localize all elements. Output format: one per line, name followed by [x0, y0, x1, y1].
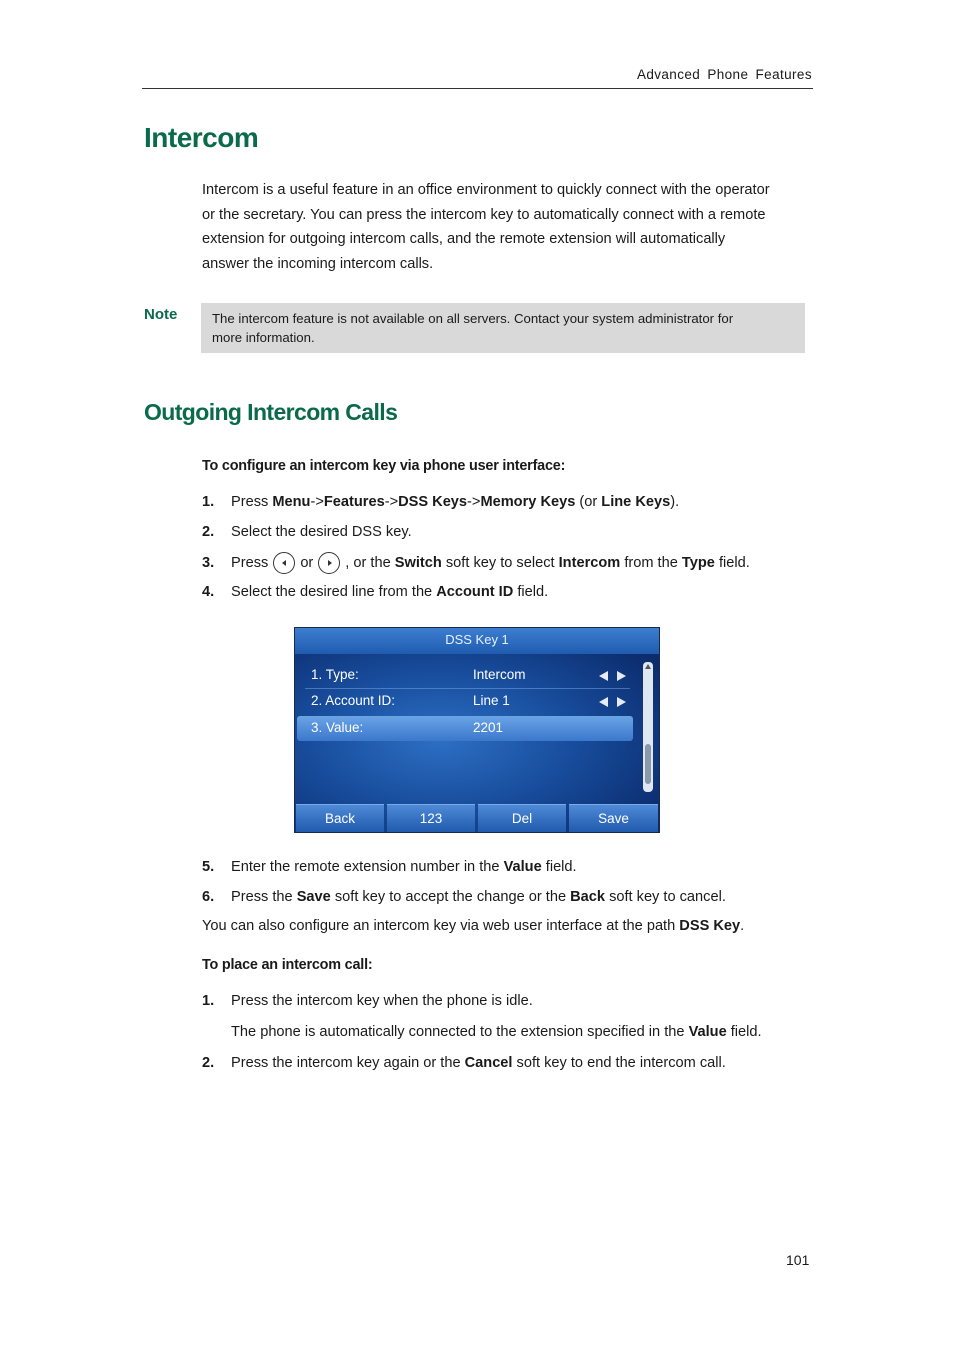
step-text: field. — [541, 859, 577, 875]
left-navigation-key-icon — [273, 552, 295, 574]
step-text: Press the intercom key when the phone is idle. — [231, 993, 533, 1009]
intercom-option-label: Intercom — [558, 554, 621, 571]
phone-row-value: 2201 — [473, 720, 504, 735]
step-number: 5. — [202, 859, 215, 875]
step-text: field. — [726, 1024, 762, 1040]
menu-path-memory-keys: Memory Keys — [480, 494, 576, 510]
step-text: field. — [714, 554, 750, 571]
step-text: or — [300, 554, 314, 571]
step-number: 1. — [202, 494, 215, 510]
value-field-label: Value — [688, 1024, 727, 1040]
step-text: soft key to accept the change or the — [330, 889, 571, 905]
phone-row-type[interactable] — [297, 663, 633, 688]
step-text: -> — [467, 494, 481, 510]
phone-row-value-selected[interactable] — [297, 716, 633, 741]
step-2 — [202, 524, 412, 540]
phone-screen-title: DSS Key 1 — [295, 628, 659, 654]
step-number: 1. — [202, 993, 215, 1009]
step-text: ). — [670, 494, 680, 510]
step-number: 6. — [202, 889, 215, 905]
step-text: The phone is automatically connected to the extension specified in the — [231, 1024, 689, 1040]
web-config-note — [202, 918, 744, 934]
place-call-heading: To place an intercom call: — [202, 957, 373, 973]
step-text: Press the intercom key again or the — [231, 1055, 465, 1071]
step-text: -> — [384, 494, 399, 510]
step-text: soft key to end the intercom call. — [512, 1055, 726, 1071]
step-text: (or — [575, 494, 602, 510]
phone-row-label: 3. Value: — [311, 720, 364, 735]
place-step-2 — [202, 1055, 726, 1071]
right-navigation-key-icon — [318, 552, 340, 574]
step-text: You can also configure an intercom key via web user interface at the path — [202, 918, 680, 934]
right-arrow-icon[interactable] — [617, 697, 626, 707]
step-6 — [202, 889, 726, 905]
intro-line: Intercom is a useful feature in an office environment to quickly connect with the operator — [202, 182, 770, 198]
step-text: soft key to select — [441, 554, 559, 571]
step-3 — [202, 552, 750, 574]
softkey-save[interactable]: Save — [569, 804, 658, 833]
intro-paragraph — [202, 178, 817, 277]
right-arrow-icon[interactable] — [617, 671, 626, 681]
place-step-1 — [202, 993, 533, 1009]
menu-path-features: Features — [323, 494, 385, 510]
step-text: Press the — [231, 889, 297, 905]
intro-line: answer the incoming intercom calls. — [202, 256, 434, 273]
menu-path-line-keys: Line Keys — [601, 494, 671, 510]
softkey-123[interactable]: 123 — [387, 804, 475, 833]
step-1 — [202, 494, 679, 510]
header-rule — [142, 88, 813, 89]
left-arrow-icon[interactable] — [599, 697, 608, 707]
page-number: 101 — [786, 1252, 810, 1268]
intro-line: or the secretary. You can press the intercom key to automatically connect with a remote — [202, 206, 766, 223]
scroll-up-icon[interactable] — [645, 664, 651, 669]
section-title: Outgoing Intercom Calls — [144, 399, 398, 425]
account-id-field-label: Account ID — [436, 584, 514, 600]
step-text: field. — [513, 584, 549, 600]
configure-heading: To configure an intercom key via phone user interface: — [202, 458, 566, 474]
value-field-label: Value — [503, 859, 542, 875]
note-box — [201, 303, 805, 353]
step-text: from the — [620, 554, 682, 571]
step-text: Press — [231, 554, 269, 571]
phone-row-label: 1. Type: — [311, 667, 359, 682]
step-4 — [202, 584, 548, 600]
running-header: Advanced Phone Features — [636, 67, 812, 82]
softkey-del[interactable]: Del — [478, 804, 566, 833]
step-text: soft key to cancel. — [605, 889, 726, 905]
step-text: Select the desired DSS key. — [231, 524, 412, 540]
cancel-key-label: Cancel — [464, 1055, 513, 1071]
phone-row-value: Intercom — [473, 667, 526, 682]
softkey-back[interactable]: Back — [296, 804, 384, 833]
back-key-label: Back — [570, 889, 606, 905]
note-line: The intercom feature is not available on all servers. Contact your system administrator for — [212, 311, 734, 326]
step-text: -> — [310, 494, 324, 510]
step-text: Press — [231, 494, 273, 510]
phone-screen — [294, 627, 660, 833]
page-title: Intercom — [144, 122, 259, 153]
step-number: 2. — [202, 1055, 215, 1071]
scroll-thumb[interactable] — [645, 744, 651, 784]
menu-path-menu: Menu — [272, 494, 311, 510]
note-label: Note — [144, 306, 178, 323]
intro-line: extension for outgoing intercom calls, and the remote extension will automatically — [202, 231, 726, 248]
phone-row-label: 2. Account ID: — [311, 693, 396, 708]
step-text: Select the desired line from the — [231, 584, 437, 600]
phone-scrollbar[interactable] — [643, 662, 653, 792]
step-text: . — [740, 918, 745, 934]
phone-row-account-id[interactable] — [297, 689, 633, 714]
note-line: more information. — [212, 330, 315, 345]
type-field-label: Type — [681, 554, 715, 571]
dss-key-path-label: DSS Key — [679, 918, 741, 934]
switch-key-label: Switch — [394, 554, 442, 571]
step-5 — [202, 859, 577, 875]
step-number: 4. — [202, 584, 215, 600]
phone-row-value: Line 1 — [473, 693, 510, 708]
step-text: , or the — [345, 554, 395, 571]
left-arrow-icon[interactable] — [599, 671, 608, 681]
place-step-1-detail — [231, 1024, 762, 1040]
step-text: Enter the remote extension number in the — [231, 859, 504, 875]
step-number: 2. — [202, 524, 215, 540]
step-number: 3. — [202, 555, 215, 571]
save-key-label: Save — [296, 889, 331, 905]
menu-path-dss-keys: DSS Keys — [398, 494, 468, 510]
